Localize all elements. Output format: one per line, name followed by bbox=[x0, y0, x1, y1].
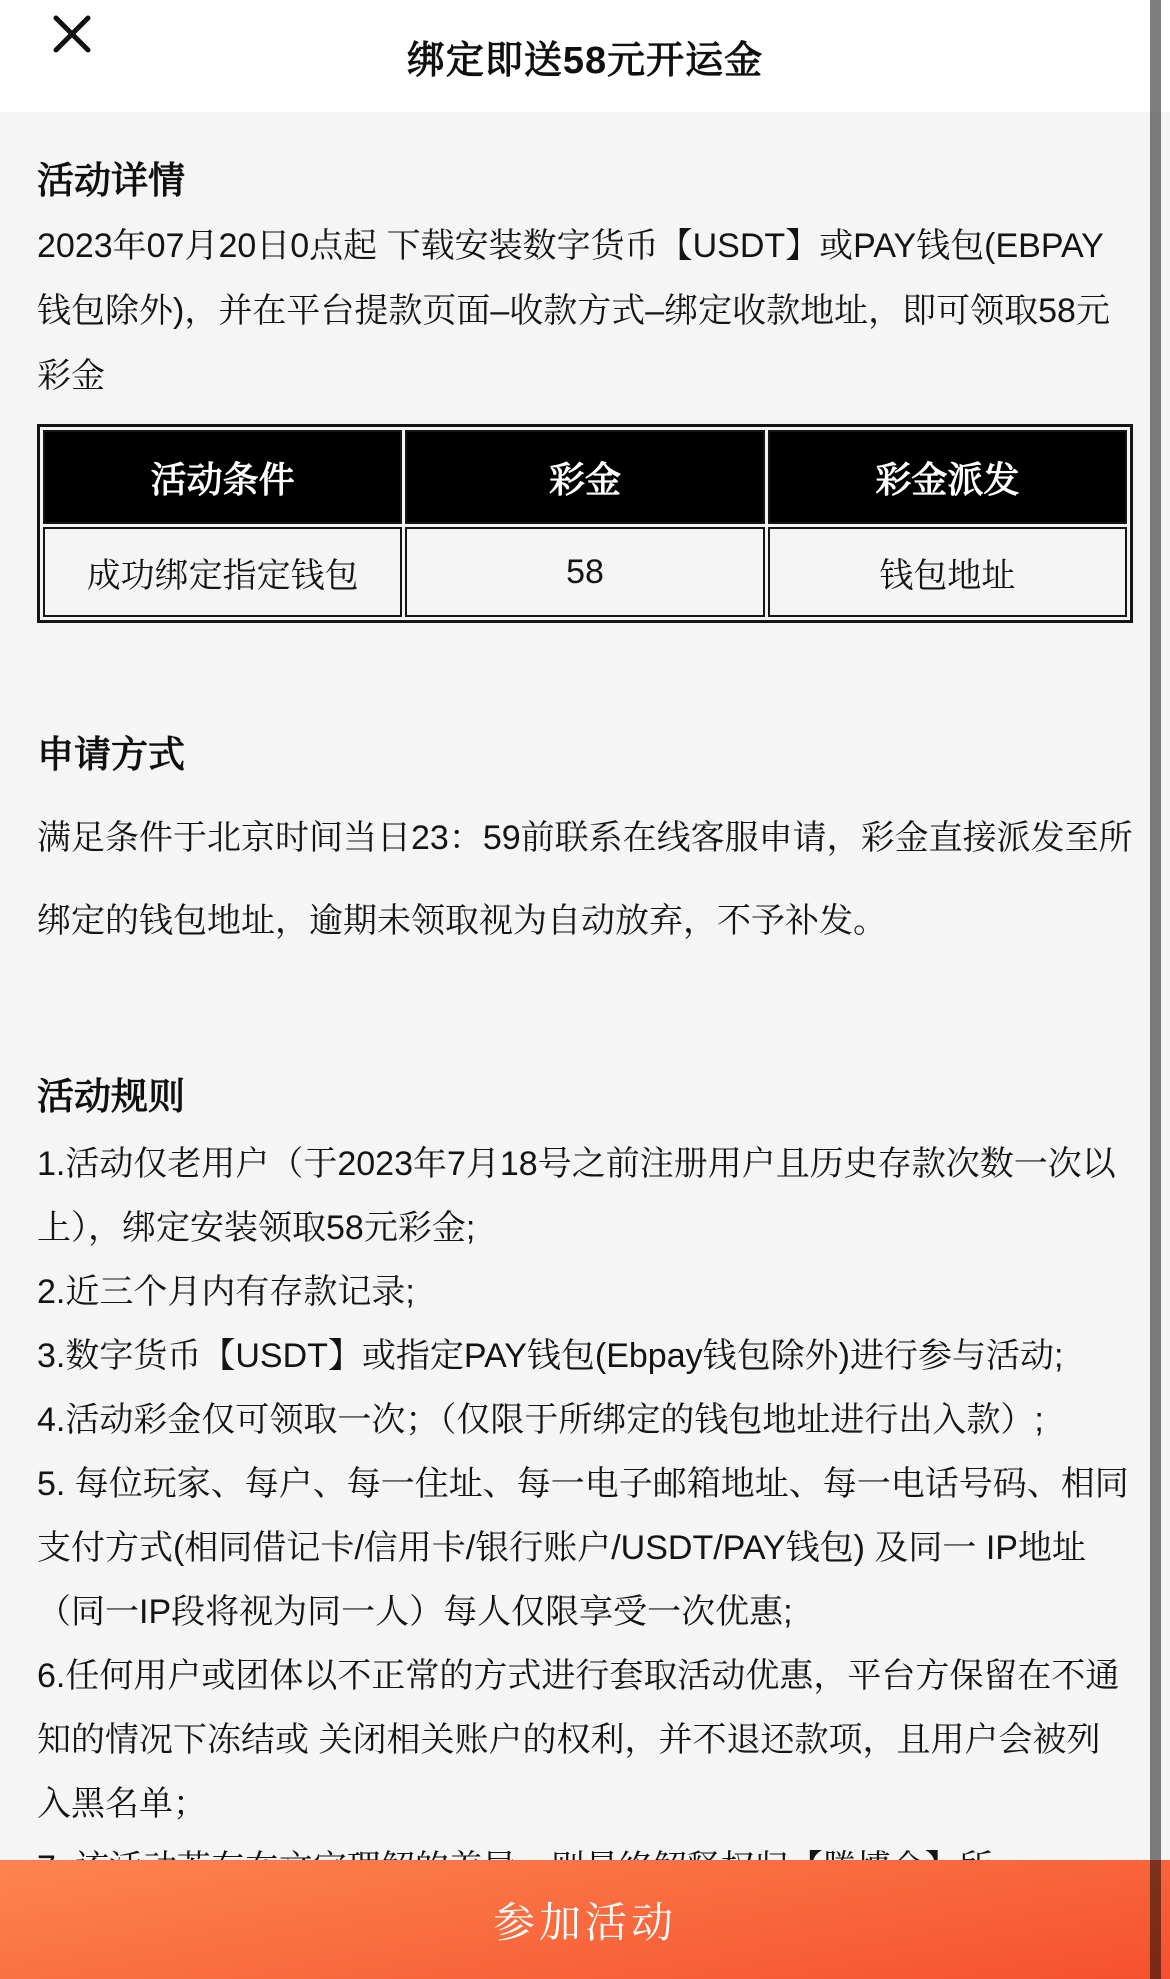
table-cell: 钱包地址 bbox=[768, 527, 1127, 617]
rule-item: 6.任何用户或团体以不正常的方式进行套取活动优惠，平台方保留在不通知的情况下冻结或 关闭相关账户的权利，并不退还款项，且用户会被列入黑名单； bbox=[37, 1657, 1120, 1823]
table-header-cell: 彩金派发 bbox=[768, 430, 1127, 524]
rule-item: 5. 每位玩家、每户、每一住址、每一电子邮箱地址、每一电话号码、相同支付方式(相同借记卡/信用卡/银行账户/USDT/PAY钱包) 及同一 IP地址（同一IP段将视为同一人）每人仅限享受一次优惠; bbox=[37, 1465, 1129, 1631]
table-cell: 成功绑定指定钱包 bbox=[43, 527, 402, 617]
rules-list bbox=[37, 1132, 1133, 1900]
close-button[interactable] bbox=[46, 8, 98, 60]
table-header-cell: 活动条件 bbox=[43, 430, 402, 524]
apply-body: 满足条件于北京时间当日23：59前联系在线客服申请，彩金直接派发至所绑定的钱包地址，逾期未领取视为自动放弃，不予补发。 bbox=[37, 819, 1133, 940]
promo-content bbox=[0, 159, 1170, 1900]
rule-item: 3.数字货币【USDT】或指定PAY钱包(Ebpay钱包除外)进行参与活动; bbox=[37, 1337, 1064, 1375]
details-body: 2023年07月20日0点起 下载安装数字货币【USDT】或PAY钱包(EBPAY钱包除外)，并在平台提款页面–收款方式–绑定收款地址，即可领取58元彩金 bbox=[37, 227, 1110, 395]
close-icon bbox=[50, 12, 94, 56]
header bbox=[0, 0, 1170, 112]
promo-table bbox=[37, 424, 1133, 623]
table-row bbox=[43, 527, 1127, 617]
table-header-cell: 彩金 bbox=[405, 430, 764, 524]
page-title: 绑定即送58元开运金 bbox=[406, 39, 764, 82]
rule-item: 4.活动彩金仅可领取一次；（仅限于所绑定的钱包地址进行出入款）; bbox=[37, 1401, 1044, 1439]
table-header-row bbox=[43, 430, 1127, 524]
rules-heading: 活动规则 bbox=[37, 1076, 185, 1117]
scrollbar[interactable] bbox=[1150, 0, 1161, 1979]
rule-item: 1.活动仅老用户（于2023年7月18号之前注册用户且历史存款次数一次以上），绑定安装领取58元彩金; bbox=[37, 1145, 1116, 1247]
rule-item: 2.近三个月内有存款记录; bbox=[37, 1273, 415, 1311]
apply-heading: 申请方式 bbox=[37, 734, 185, 775]
table-cell: 58 bbox=[405, 527, 764, 617]
details-heading: 活动详情 bbox=[37, 160, 185, 201]
join-activity-button[interactable]: 参加活动 bbox=[0, 1860, 1170, 1979]
